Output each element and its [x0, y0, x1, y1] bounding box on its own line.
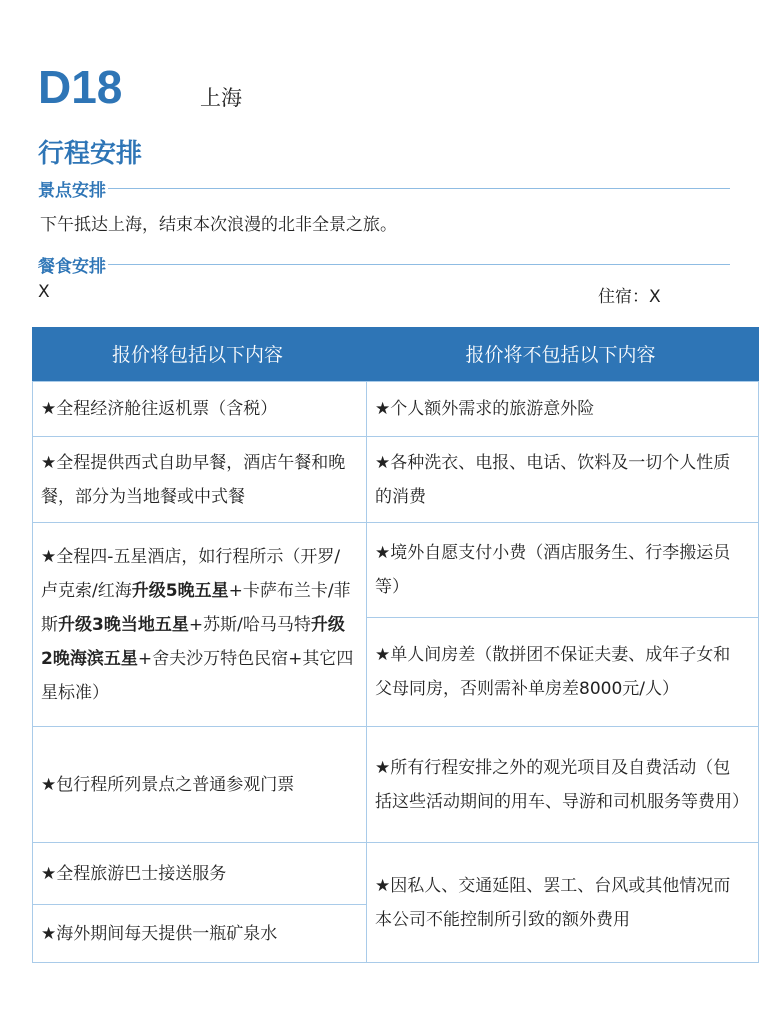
include-item-text	[41, 917, 277, 951]
include-item	[32, 381, 367, 437]
exclude-column	[366, 328, 759, 963]
text-segment: ★全程四-五星酒店，如行程所示（开罗/卢克索/红海	[41, 546, 341, 601]
exclude-item-text: ★个人额外需求的旅游意外险	[375, 399, 595, 419]
exclude-item-text: ★单人间房差（散拼团不保证夫妻、成年子女和父母同房，否则需补单房差8000元/人）	[375, 645, 731, 699]
sights-label: 景点安排	[38, 181, 106, 201]
text-segment: +苏斯/哈马马特	[188, 614, 311, 635]
itinerary-title: 行程安排	[38, 139, 143, 169]
divider	[108, 188, 730, 189]
include-item-text	[41, 540, 354, 710]
include-item-text	[41, 392, 277, 426]
text-segment: ★海外期间每天提供一瓶矿泉水	[41, 923, 278, 944]
exclude-item	[366, 726, 759, 843]
exclude-item	[366, 842, 759, 963]
include-item-text	[41, 446, 354, 514]
exclude-item-text: ★境外自愿支付小费（酒店服务生、行李搬运员等）	[375, 543, 731, 597]
divider	[108, 264, 730, 265]
city: 上海	[200, 86, 242, 110]
meals-value: X	[38, 282, 50, 302]
lodging-value: 住宿：X	[598, 287, 661, 307]
day-number: D18	[38, 61, 123, 113]
highlight-text: 升级5晚五星	[131, 580, 229, 601]
include-item-text	[41, 768, 294, 802]
include-item	[32, 726, 367, 843]
exclude-item	[366, 436, 759, 523]
include-item-text	[41, 857, 226, 891]
meals-label: 餐食安排	[38, 257, 106, 277]
exclude-header: 报价将不包括以下内容	[366, 327, 759, 382]
meals-section-heading	[38, 252, 730, 277]
text-segment: ★全程旅游巴士接送服务	[41, 863, 227, 884]
highlight-text: 升级3晚当地五星	[58, 614, 189, 635]
include-column	[32, 328, 367, 963]
highlight-text: 升级2晚海滨五星	[41, 614, 345, 669]
include-item	[32, 842, 367, 905]
text-segment: ★全程经济舱往返机票（含税）	[41, 399, 278, 419]
include-item	[32, 904, 367, 963]
text-segment: ★全程提供西式自助早餐，酒店午餐和晚餐，部分为当地餐或中式餐	[41, 452, 346, 507]
exclude-item	[366, 522, 759, 618]
include-item	[32, 436, 367, 523]
sights-section-heading	[38, 176, 730, 201]
exclude-item-text: ★各种洗衣、电报、电话、饮料及一切个人性质的消费	[375, 452, 731, 507]
text-segment: ★包行程所列景点之普通参观门票	[41, 774, 295, 795]
sights-text: 下午抵达上海，结束本次浪漫的北非全景之旅。	[40, 215, 397, 235]
text-segment: +舍夫沙万特色民宿+其它四星标准）	[41, 648, 354, 703]
exclude-item-text: ★因私人、交通延阻、罢工、台风或其他情况而本公司不能控制所引致的额外费用	[375, 875, 731, 930]
exclude-item	[366, 381, 759, 437]
exclude-item-text: ★所有行程安排之外的观光项目及自费活动（包括这些活动期间的用车、导游和司机服务等费用）	[375, 757, 749, 812]
exclude-item	[366, 617, 759, 727]
include-header: 报价将包括以下内容	[32, 327, 367, 382]
text-segment: +卡萨布兰卡/菲斯	[41, 580, 351, 635]
include-item	[32, 522, 367, 727]
